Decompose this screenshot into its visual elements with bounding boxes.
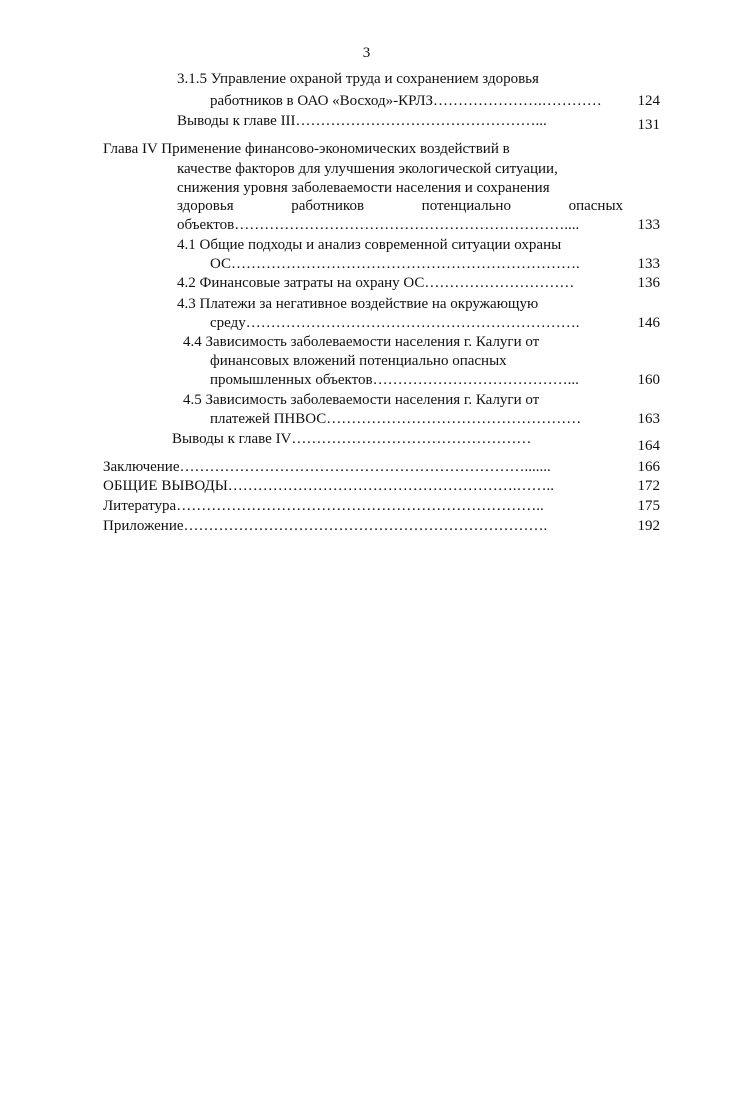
toc-page-4-5: 163 (637, 411, 660, 427)
toc-entry-4-4-line2: финансовых вложений потенциально опасных (210, 353, 507, 369)
toc-entry-chapter4-line3: снижения уровня заболеваемости населения и сохранения (177, 180, 550, 196)
page-number: 3 (362, 45, 371, 61)
toc-page-general-conclusions: 172 (637, 478, 660, 494)
toc-page-conclusion: 166 (637, 459, 660, 475)
toc-entry-4-2: 4.2 Финансовые затраты на охрану ОС………………………… (177, 275, 575, 291)
toc-entry-appendix: Приложение………………………………………………………………. (103, 518, 548, 534)
toc-entry-4-5-line2: платежей ПНВОС…………………………………………… (210, 411, 582, 427)
toc-entry-chapter4-line2: качестве факторов для улучшения экологической ситуации, (177, 161, 558, 177)
toc-page-4-3: 146 (637, 315, 660, 331)
toc-page-conclusions-ch4: 164 (637, 438, 660, 454)
toc-entry-4-3-line2: среду…………………………………………………………. (210, 315, 580, 331)
toc-entry-chapter4-line5: объектов………………………………………………………….... (177, 217, 580, 233)
toc-page-literature: 175 (637, 498, 660, 514)
toc-entry-conclusion: Заключение……………………………………………………………....... (103, 459, 551, 475)
toc-entry-4-3-line1: 4.3 Платежи за негативное воздействие на окружающую (177, 296, 539, 312)
toc-entry-conclusions-ch4: Выводы к главе IV………………………………………… (172, 431, 532, 447)
toc-entry-4-4-line3: промышленных объектов…………………………………... (210, 372, 579, 388)
toc-entry-4-4-line1: 4.4 Зависимость заболеваемости населения г. Калуги от (183, 334, 540, 350)
toc-entry-4-1-line2: ОС……………………………………………………………. (210, 256, 580, 272)
toc-page-3-1-5: 124 (637, 93, 660, 109)
toc-page-appendix: 192 (637, 518, 660, 534)
toc-page-4-4: 160 (637, 372, 660, 388)
toc-entry-literature: Литература……………………………………………………………….. (103, 498, 544, 514)
toc-entry-3-1-5-line2: работников в ОАО «Восход»-КРЛЗ………………….………… (210, 93, 602, 109)
toc-entry-conclusions-ch3: Выводы к главе III…………………………………………... (177, 113, 547, 129)
toc-page-4-1: 133 (637, 256, 660, 272)
toc-entry-4-1-line1: 4.1 Общие подходы и анализ современной ситуации охраны (177, 237, 562, 253)
toc-entry-3-1-5-line1: 3.1.5 Управление охраной труда и сохранением здоровья (177, 71, 539, 87)
toc-page-conclusions-ch3: 131 (637, 117, 660, 133)
toc-entry-chapter4-line1: Глава IV Применение финансово-экономических воздействий в (103, 141, 510, 157)
toc-entry-general-conclusions: ОБЩИЕ ВЫВОДЫ………………………………………………….…….. (103, 478, 555, 494)
toc-entry-4-5-line1: 4.5 Зависимость заболеваемости населения г. Калуги от (183, 392, 540, 408)
toc-page-chapter4: 133 (637, 217, 660, 233)
toc-page-4-2: 136 (637, 275, 660, 291)
toc-entry-chapter4-line4: здоровья работников потенциально опасных (177, 198, 624, 214)
